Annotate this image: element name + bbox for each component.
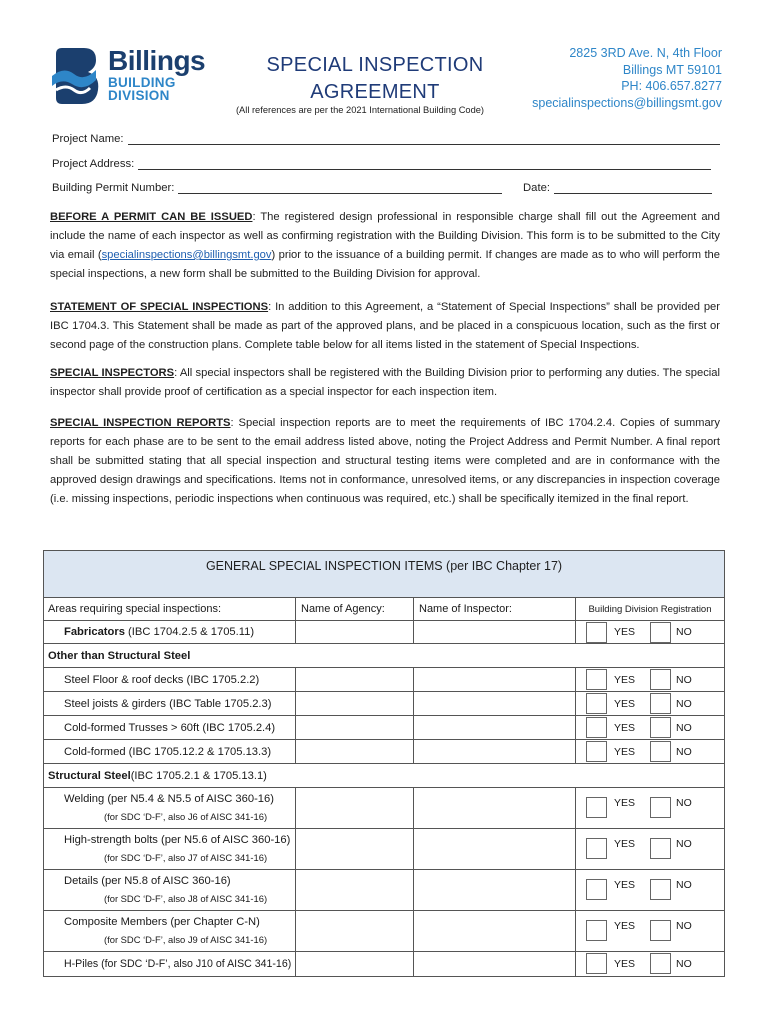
yes-label: YES [614, 746, 636, 758]
agency-cell[interactable] [296, 870, 414, 910]
table-row [44, 911, 724, 952]
no-checkbox[interactable] [650, 717, 671, 738]
inspector-cell[interactable] [414, 692, 576, 715]
yes-checkbox[interactable] [586, 717, 607, 738]
yes-checkbox[interactable] [586, 622, 607, 643]
no-checkbox[interactable] [650, 797, 671, 818]
no-label: NO [676, 797, 692, 809]
yes-label: YES [614, 674, 636, 686]
date-input[interactable] [554, 183, 712, 194]
statement-paragraph [50, 298, 720, 355]
yes-label: YES [614, 626, 636, 638]
agency-cell[interactable] [296, 788, 414, 828]
project-name-label: Project Name: [52, 133, 124, 145]
table-title: GENERAL SPECIAL INSPECTION ITEMS (per IBC Chapter 17) [44, 551, 724, 598]
reports-text: : Special inspection reports are to meet the requirements of IBC 1704.2.4. Copies of summary reports for each phase are to be sent to the email address listed above, noting the Project Address and Permit Number. A final report shall be submitted stating that all special inspection and structural testing items were completed and are in conformance with the approved design drawings and specifications. Items not in conformance, unresolved items, or any discrepancies in inspection coverage (i.e. missing inspections, periodic inspections when continuous was required, etc.) shall be specifically itemized in the final report. [50, 417, 720, 505]
inspector-cell[interactable] [414, 740, 576, 763]
floor-decks-label: Steel Floor & roof decks (IBC 1705.2.2) [44, 668, 296, 691]
inspectors-paragraph [50, 364, 720, 402]
table-row [44, 740, 724, 764]
address-line-2: Billings MT 59101 [622, 62, 722, 77]
title-line-1: SPECIAL INSPECTION [266, 54, 484, 76]
inspector-cell[interactable] [414, 668, 576, 691]
title-line-2: AGREEMENT [310, 81, 440, 103]
agency-cell[interactable] [296, 952, 414, 976]
no-label: NO [676, 958, 692, 970]
logo-mark-icon [50, 46, 102, 108]
yes-checkbox[interactable] [586, 920, 607, 941]
inspector-cell[interactable] [414, 870, 576, 910]
before-permit-heading: BEFORE A PERMIT CAN BE ISSUED [50, 211, 253, 223]
yes-label: YES [614, 958, 636, 970]
yes-checkbox[interactable] [586, 669, 607, 690]
agency-cell[interactable] [296, 911, 414, 951]
agency-cell[interactable] [296, 621, 414, 643]
inspectors-text: : All special inspectors shall be registered with the Building Division prior to performing any duties. The special inspector shall provide proof of certification as a special inspector for each inspection item. [50, 367, 721, 398]
statement-text: : In addition to this Agreement, a “Statement of Special Inspections” shall be provided per IBC 1704.3. This Statement shall be made as part of the approved plans, and be placed in a conspicuous location, such as the first or second page of the construction plans. Complete table below for all items listed in the statement of Special Inspections. [50, 301, 721, 351]
no-label: NO [676, 879, 692, 891]
logo-name: Billings [108, 45, 206, 76]
table-row [44, 829, 724, 870]
no-label: NO [676, 746, 692, 758]
project-name-input[interactable] [128, 134, 720, 145]
logo-sub-building: BUILDING [108, 75, 176, 90]
fabricators-label: Fabricators [64, 626, 125, 638]
no-label: NO [676, 838, 692, 850]
before-permit-paragraph [50, 208, 720, 284]
structural-steel-section [44, 764, 724, 788]
form-title [236, 52, 514, 106]
table-row [44, 788, 724, 829]
no-label: NO [676, 698, 692, 710]
yes-label: YES [614, 838, 636, 850]
no-checkbox[interactable] [650, 741, 671, 762]
contact-email[interactable]: specialinspections@billingsmt.gov [532, 95, 722, 110]
yes-label: YES [614, 698, 636, 710]
no-checkbox[interactable] [650, 622, 671, 643]
no-checkbox[interactable] [650, 669, 671, 690]
yes-label: YES [614, 722, 636, 734]
cold-formed-label: Cold-formed (IBC 1705.12.2 & 1705.13.3) [44, 740, 296, 763]
yes-checkbox[interactable] [586, 953, 607, 974]
agency-cell[interactable] [296, 829, 414, 869]
inspector-cell[interactable] [414, 621, 576, 643]
agency-cell[interactable] [296, 668, 414, 691]
permit-number-input[interactable] [178, 183, 502, 194]
no-label: NO [676, 626, 692, 638]
agency-cell[interactable] [296, 692, 414, 715]
table-row [44, 692, 724, 716]
contact-info [532, 45, 722, 111]
no-label: NO [676, 920, 692, 932]
composite-label: Composite Members (per Chapter C-N) [64, 916, 260, 928]
billings-logo [50, 46, 220, 108]
bolts-label: High-strength bolts (per N5.6 of AISC 360-16) [64, 834, 291, 846]
address-line-1: 2825 3RD Ave. N, 4th Floor [569, 46, 722, 60]
agency-cell[interactable] [296, 716, 414, 739]
project-name-field [52, 133, 720, 145]
joists-label: Steel joists & girders (IBC Table 1705.2.3) [44, 692, 296, 715]
table-row [44, 716, 724, 740]
inspection-items-table [43, 550, 725, 977]
structural-steel-label: Structural Steel [48, 769, 131, 782]
no-checkbox[interactable] [650, 879, 671, 900]
inspector-cell[interactable] [414, 788, 576, 828]
details-sub: (for SDC ‘D-F’, also J8 of AISC 341-16) [104, 893, 268, 904]
details-label: Details (per N5.8 of AISC 360-16) [64, 875, 231, 887]
no-checkbox[interactable] [650, 953, 671, 974]
permit-number-field [52, 182, 502, 194]
date-label: Date: [523, 182, 551, 194]
before-permit-text-2: ) prior to the issuance of a building permit. If changes are made as to who will perform the special inspections, a new form shall be submitted to the Building Division for approval. [50, 249, 721, 280]
inspector-cell[interactable] [414, 716, 576, 739]
project-address-input[interactable] [138, 159, 711, 170]
code-reference-note: (All references are per the 2021 International Building Code) [235, 105, 485, 115]
phone-number: PH: 406.657.8277 [621, 79, 722, 93]
hpiles-label: H-Piles (for SDC ‘D-F’, also J10 of AISC 341-16) [44, 952, 296, 976]
inspector-cell[interactable] [414, 952, 576, 976]
col-areas-header: Areas requiring special inspections: [44, 598, 296, 620]
yes-label: YES [614, 797, 636, 809]
table-header-row [44, 598, 724, 621]
yes-checkbox[interactable] [586, 741, 607, 762]
yes-label: YES [614, 920, 636, 932]
no-checkbox[interactable] [650, 693, 671, 714]
structural-steel-ref: (IBC 1705.2.1 & 1705.13.1) [130, 769, 267, 782]
logo-sub-division: DIVISION [108, 88, 170, 103]
bolts-sub: (for SDC ‘D-F’, also J7 of AISC 341-16) [104, 852, 268, 863]
col-registration-header: Building Division Registration [588, 604, 712, 615]
col-agency-header: Name of Agency: [296, 598, 414, 620]
inspector-cell[interactable] [414, 829, 576, 869]
table-row [44, 621, 724, 644]
trusses-label: Cold-formed Trusses > 60ft (IBC 1705.2.4) [44, 716, 296, 739]
inspectors-heading: SPECIAL INSPECTORS [50, 367, 175, 379]
welding-sub: (for SDC ‘D-F’, also J6 of AISC 341-16) [104, 811, 268, 822]
table-row [44, 668, 724, 692]
table-row [44, 952, 724, 976]
yes-checkbox[interactable] [586, 797, 607, 818]
no-label: NO [676, 674, 692, 686]
statement-heading: STATEMENT OF SPECIAL INSPECTIONS [50, 301, 269, 313]
date-field [523, 182, 712, 194]
other-than-steel-section: Other than Structural Steel [44, 644, 724, 668]
permit-number-label: Building Permit Number: [52, 182, 175, 194]
welding-label: Welding (per N5.4 & N5.5 of AISC 360-16) [64, 793, 274, 805]
col-inspector-header: Name of Inspector: [414, 598, 576, 620]
yes-checkbox[interactable] [586, 838, 607, 859]
composite-sub: (for SDC ‘D-F’, also J9 of AISC 341-16) [104, 934, 268, 945]
submission-email-link[interactable]: specialinspections@billingsmt.gov [101, 249, 272, 261]
agency-cell[interactable] [296, 740, 414, 763]
yes-checkbox[interactable] [586, 879, 607, 900]
no-checkbox[interactable] [650, 838, 671, 859]
no-checkbox[interactable] [650, 920, 671, 941]
reports-heading: SPECIAL INSPECTION REPORTS [50, 417, 231, 429]
yes-label: YES [614, 879, 636, 891]
project-address-field [52, 158, 711, 170]
fabricators-ref: (IBC 1704.2.5 & 1705.11) [124, 626, 255, 638]
project-address-label: Project Address: [52, 158, 135, 170]
inspector-cell[interactable] [414, 911, 576, 951]
yes-checkbox[interactable] [586, 693, 607, 714]
reports-paragraph [50, 414, 720, 509]
no-label: NO [676, 722, 692, 734]
table-row [44, 870, 724, 911]
before-permit-text-1: : The registered design professional in responsible charge shall fill out the Agreement and include the name of each inspector as well as confirming registration with the Building Division. This form is to be submitted to the City via email ( [50, 211, 720, 261]
